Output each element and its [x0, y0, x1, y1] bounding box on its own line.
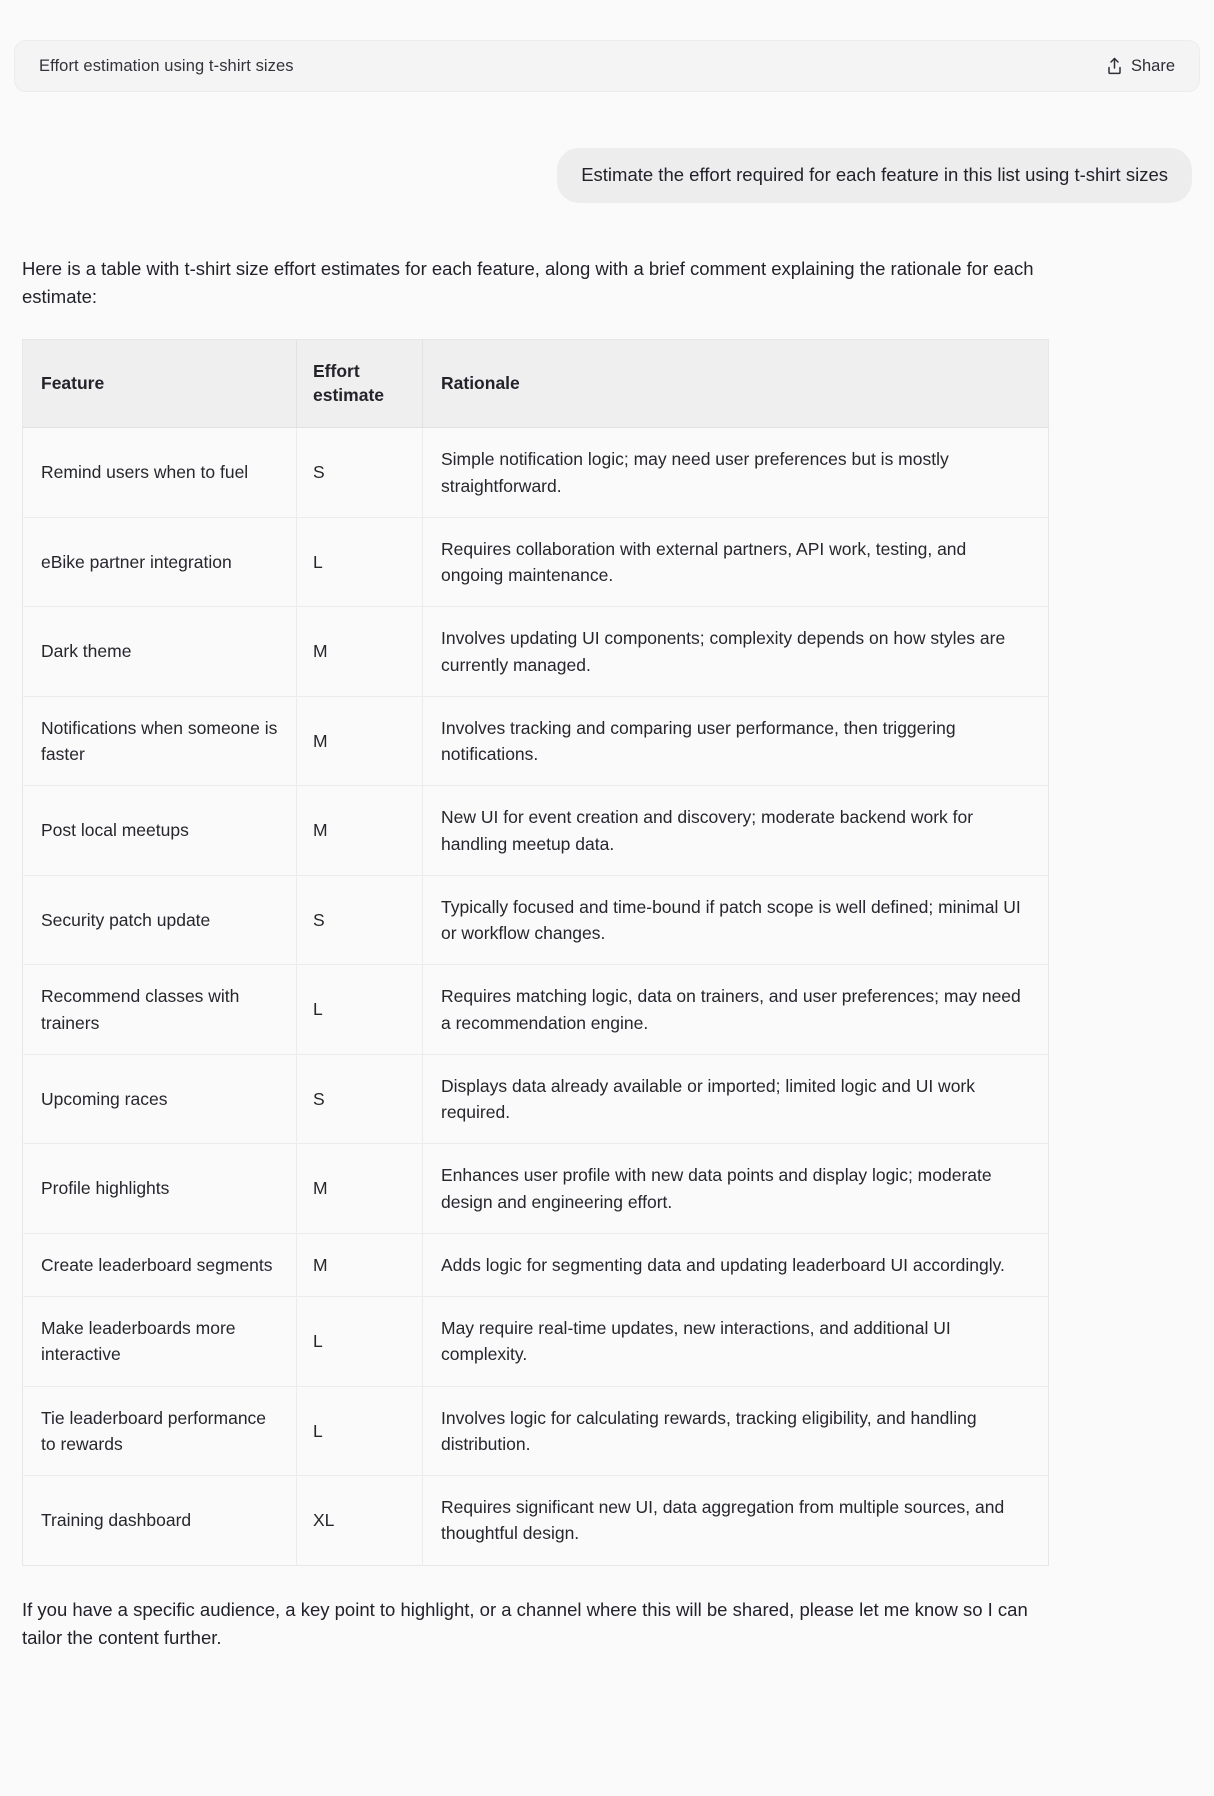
- cell-feature: eBike partner integration: [23, 517, 297, 607]
- cell-effort-estimate: L: [297, 1386, 423, 1476]
- table-row: [23, 1233, 1049, 1296]
- table-row: [23, 428, 1049, 518]
- cell-feature: Profile highlights: [23, 1144, 297, 1234]
- cell-feature: Tie leaderboard performance to rewards: [23, 1386, 297, 1476]
- cell-feature: Dark theme: [23, 607, 297, 697]
- share-button[interactable]: [1100, 52, 1181, 81]
- effort-estimate-table: [22, 339, 1049, 1566]
- cell-rationale: Displays data already available or imported; limited logic and UI work required.: [423, 1054, 1049, 1144]
- cell-effort-estimate: S: [297, 428, 423, 518]
- cell-effort-estimate: L: [297, 965, 423, 1055]
- cell-rationale: Typically focused and time-bound if patch scope is well defined; minimal UI or workflow changes.: [423, 875, 1049, 965]
- cell-rationale: Involves updating UI components; complexity depends on how styles are currently managed.: [423, 607, 1049, 697]
- cell-rationale: Involves logic for calculating rewards, tracking eligibility, and handling distribution.: [423, 1386, 1049, 1476]
- table-row: [23, 1386, 1049, 1476]
- cell-feature: Recommend classes with trainers: [23, 965, 297, 1055]
- cell-effort-estimate: M: [297, 607, 423, 697]
- cell-rationale: Requires matching logic, data on trainers, and user preferences; may need a recommendation engine.: [423, 965, 1049, 1055]
- table-row: [23, 965, 1049, 1055]
- conversation-thread: [0, 148, 1214, 1652]
- cell-effort-estimate: L: [297, 517, 423, 607]
- share-upload-icon: [1106, 57, 1123, 75]
- table-row: [23, 696, 1049, 786]
- cell-rationale: New UI for event creation and discovery; moderate backend work for handling meetup data.: [423, 786, 1049, 876]
- cell-effort-estimate: M: [297, 696, 423, 786]
- cell-feature: Create leaderboard segments: [23, 1233, 297, 1296]
- cell-effort-estimate: XL: [297, 1476, 423, 1566]
- cell-feature: Post local meetups: [23, 786, 297, 876]
- table-row: [23, 1297, 1049, 1387]
- conversation-title: Effort estimation using t-shirt sizes: [39, 56, 294, 75]
- assistant-outro-paragraph: If you have a specific audience, a key point to highlight, or a channel where this will be shared, please let me know so I can tailor the content further.: [22, 1598, 1028, 1648]
- cell-effort-estimate: L: [297, 1297, 423, 1387]
- assistant-message: [22, 255, 1192, 1652]
- table-header: [23, 340, 1049, 428]
- cell-feature: Training dashboard: [23, 1476, 297, 1566]
- cell-effort-estimate: M: [297, 1233, 423, 1296]
- user-message-bubble: Estimate the effort required for each feature in this list using t-shirt sizes: [557, 148, 1192, 203]
- table-row: [23, 1054, 1049, 1144]
- cell-feature: Remind users when to fuel: [23, 428, 297, 518]
- cell-rationale: Adds logic for segmenting data and updating leaderboard UI accordingly.: [423, 1233, 1049, 1296]
- assistant-intro-paragraph: Here is a table with t-shirt size effort estimates for each feature, along with a brief comment explaining the rationale for each estimate:: [22, 257, 1034, 307]
- user-message-row: [22, 148, 1192, 203]
- column-header-rationale: Rationale: [423, 340, 1049, 428]
- table-row: [23, 607, 1049, 697]
- share-button-label: Share: [1130, 56, 1175, 75]
- column-header-feature: Feature: [23, 340, 297, 428]
- table-body: [23, 428, 1049, 1565]
- cell-feature: Upcoming races: [23, 1054, 297, 1144]
- cell-rationale: May require real-time updates, new interactions, and additional UI complexity.: [423, 1297, 1049, 1387]
- cell-feature: Security patch update: [23, 875, 297, 965]
- cell-rationale: Requires significant new UI, data aggregation from multiple sources, and thoughtful design.: [441, 1497, 1005, 1544]
- table-header-row: [23, 340, 1049, 428]
- cell-rationale: Enhances user profile with new data points and display logic; moderate design and engineering effort.: [423, 1144, 1049, 1234]
- cell-feature: Make leaderboards more interactive: [23, 1297, 297, 1387]
- cell-effort-estimate: S: [297, 1054, 423, 1144]
- column-header-effort-estimate: Effort estimate: [297, 340, 423, 428]
- cell-rationale: Requires collaboration with external partners, API work, testing, and ongoing maintenance.: [423, 517, 1049, 607]
- cell-effort-estimate: M: [297, 1144, 423, 1234]
- cell-rationale: Involves tracking and comparing user performance, then triggering notifications.: [423, 696, 1049, 786]
- table-row: [23, 1476, 1049, 1566]
- table-row: [23, 517, 1049, 607]
- table-row: [23, 786, 1049, 876]
- cell-rationale: Simple notification logic; may need user preferences but is mostly straightforward.: [423, 428, 1049, 518]
- conversation-topbar: [14, 40, 1200, 92]
- cell-feature: Notifications when someone is faster: [23, 696, 297, 786]
- table-row: [23, 1144, 1049, 1234]
- table-row: [23, 875, 1049, 965]
- cell-effort-estimate: M: [297, 786, 423, 876]
- cell-effort-estimate: S: [297, 875, 423, 965]
